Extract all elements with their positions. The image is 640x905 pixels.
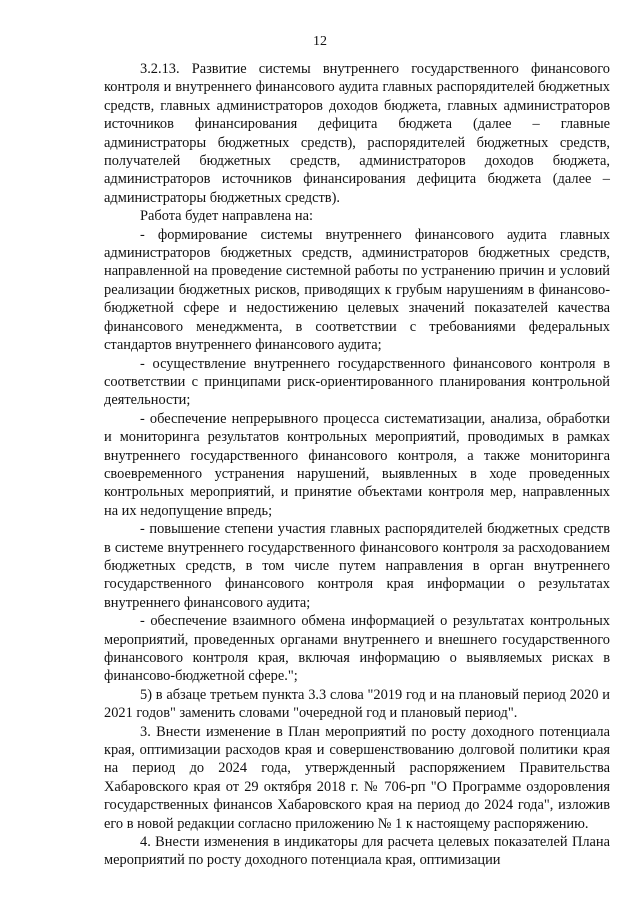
paragraph-3-2-13: 3.2.13. Развитие системы внутреннего государственного финансового контроля и внутреннего финансового аудита главных распорядителей бюджетных средств, главных администраторов доходов бюджета, главных администраторов источников финансирования дефицита бюджета (далее – главные администраторы бюджетных средств), распорядителей бюджетных средств, получателей бюджетных средств, администраторов доходов бюджета, администраторов источников финансирования дефицита бюджета (далее – администраторы бюджетных средств). — [104, 61, 610, 206]
paragraph-item-5: 5) в абзаце третьем пункта 3.3 слова "2019 год и на плановый период 2020 и 2021 годов" заменить словами "очередной год и плановый период". — [104, 686, 610, 722]
list-item-participation: - повышение степени участия главных распорядителей бюджетных средств в системе внутреннего государственного финансового контроля за расходованием бюджетных средств, в том числе путем направления в орган внутреннего государственного финансового контроля края информации о результатах внутреннего финансового аудита; — [104, 521, 610, 611]
page-number: 12 — [313, 34, 327, 49]
paragraph-item-3: 3. Внести изменение в План мероприятий по росту доходного потенциала края, оптимизации расходов края и совершенствованию долговой политики края на период до 2024 года, утвержденный распоряжением Правительства Хабаровского края от 29 октября 2018 г. № 706-рп "О Программе оздоровления государственных финансов Хабаровского края на период до 2024 года", изложив его в новой редакции согласно приложению № 1 к настоящему распоряжению. — [104, 723, 610, 832]
paragraph-item-4: 4. Внести изменения в индикаторы для расчета целевых показателей Плана мероприятий по росту доходного потенциала края, оптимизации — [104, 834, 610, 869]
list-item-risk-oriented-control: - осуществление внутреннего государственного финансового контроля в соответствии с принципами риск-ориентированного планирования контрольной деятельности; — [104, 355, 610, 409]
paragraph-work-directed: Работа будет направлена на: — [140, 208, 313, 225]
list-item-monitoring: - обеспечение непрерывного процесса систематизации, анализа, обработки и мониторинга результатов контрольных мероприятий, проводимых в рамках внутреннего государственного финансового контроля, а также мониторинга своевременного устранения нарушений, выявленных в ходе проведенных контрольных мероприятий, и принятие объектами контроля мер, направленных на их недопущение впредь; — [104, 410, 610, 519]
list-item-internal-audit: - формирование системы внутреннего финансового аудита главных администраторов бюджетных средств, администраторов бюджетных средств, направленной на проведение системной работы по устранению причин и условий реализации бюджетных рисков, приводящих к грубым нарушениям в финансово-бюджетной сфере и недостижению целевых значений показателей качества финансового менеджмента, в соответствии с требованиями федеральных стандартов внутреннего финансового аудита; — [104, 226, 610, 354]
document-body — [104, 60, 610, 870]
list-item-information-exchange: - обеспечение взаимного обмена информацией о результатах контрольных мероприятий, проведенных органами внутреннего и внешнего государственного финансового контроля края, включая информацию о выявляемых рисках в финансово-бюджетной сфере."; — [104, 613, 610, 685]
